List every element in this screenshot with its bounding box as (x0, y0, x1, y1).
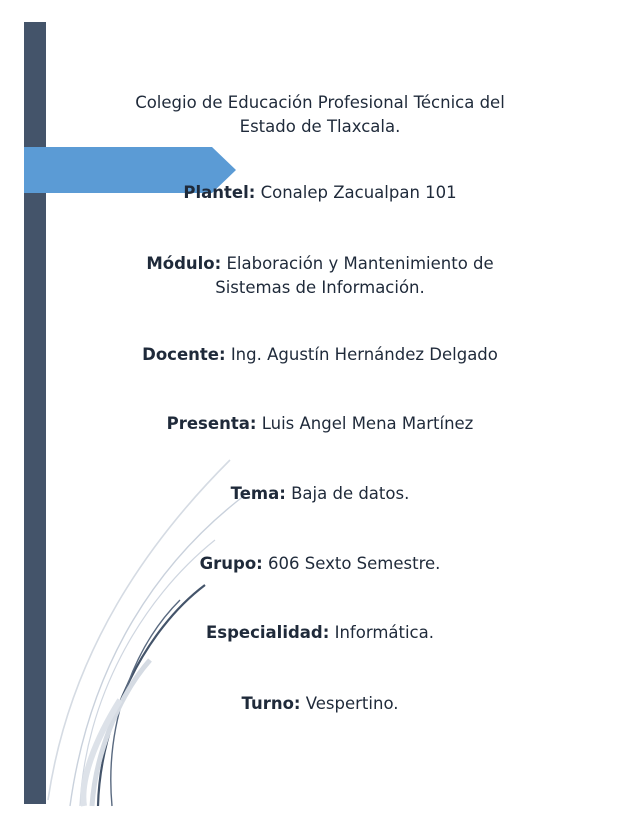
field-modulo (70, 252, 570, 276)
plantel-value: Conalep Zacualpan 101 (260, 183, 457, 202)
field-presenta (70, 412, 570, 436)
field-plantel (70, 181, 570, 205)
turno-label: Turno: (241, 694, 301, 713)
docente-value: Ing. Agustín Hernández Delgado (230, 345, 498, 364)
field-grupo (70, 552, 570, 576)
field-tema (70, 482, 570, 506)
field-docente (70, 343, 570, 367)
turno-value: Vespertino. (305, 694, 399, 713)
plantel-label: Plantel: (183, 183, 256, 202)
institution-text-2: Estado de Tlaxcala. (239, 117, 401, 136)
field-modulo-continued (70, 276, 570, 300)
tema-label: Tema: (230, 484, 286, 503)
grupo-label: Grupo: (199, 554, 263, 573)
docente-label: Docente: (142, 345, 226, 364)
field-turno (70, 692, 570, 716)
modulo-value-line2: Sistemas de Información. (215, 278, 425, 297)
institution-text-1: Colegio de Educación Profesional Técnica del (135, 93, 505, 112)
modulo-label: Módulo: (146, 254, 222, 273)
presenta-value: Luis Angel Mena Martínez (261, 414, 474, 433)
tema-value: Baja de datos. (291, 484, 410, 503)
modulo-value-line1: Elaboración y Mantenimiento de (226, 254, 494, 273)
presenta-label: Presenta: (166, 414, 257, 433)
especialidad-label: Especialidad: (206, 623, 330, 642)
institution-name-line2 (70, 115, 570, 139)
institution-name-line1 (70, 91, 570, 115)
grupo-value: 606 Sexto Semestre. (268, 554, 441, 573)
sidebar-accent-bar (24, 22, 46, 804)
swoosh-line-light-2 (70, 495, 245, 806)
especialidad-value: Informática. (334, 623, 434, 642)
field-especialidad (70, 621, 570, 645)
